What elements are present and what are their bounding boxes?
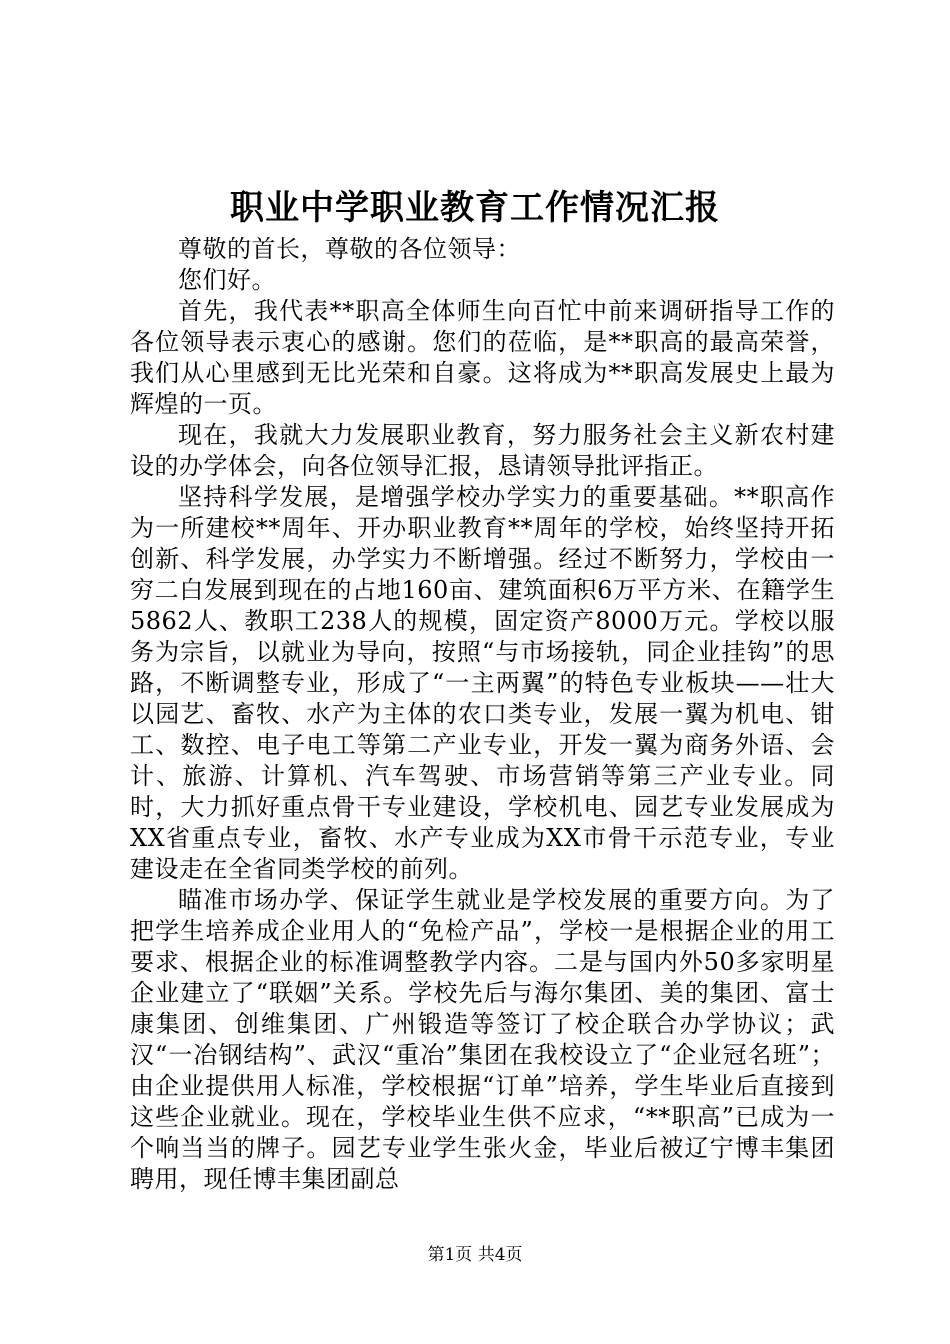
- body-paragraph: 瞄准市场办学、保证学生就业是学校发展的重要方向。为了把学生培养成企业用人的“免检产品”，学校一是根据企业的用工要求、根据企业的标准调整教学内容。二是与国内外50多家明星企业建立了“联姻”关系。学校先后与海尔集团、美的集团、富士康集团、创维集团、广州锻造等签订了校企联合办学协议；武汉“一冶钢结构”、武汉“重冶”集团在我校设立了“企业冠名班”；由企业提供用人标准，学校根据“订单”培养，学生毕业后直接到这些企业就业。现在，学校毕业生供不应求，“**职高”已成为一个响当当的牌子。园艺专业学生张火金，毕业后被辽宁博丰集团聘用，现任博丰集团副总: [130, 886, 835, 1193]
- salutation-paragraph: 尊敬的首长，尊敬的各位领导：: [178, 235, 521, 263]
- body-paragraph: 现在，我就大力发展职业教育，努力服务社会主义新农村建设的办学体会，向各位领导汇报，恳请领导批评指正。: [130, 421, 835, 480]
- body-paragraph: 首先，我代表**职高全体师生向百忙中前来调研指导工作的各位领导表示衷心的感谢。您们的莅临，是**职高的最高荣誉，我们从心里感到无比光荣和自豪。这将成为**职高发展史上最为辉煌的一页。: [130, 297, 835, 418]
- document-body: [130, 234, 835, 1195]
- greeting-paragraph: 您们好。: [178, 266, 276, 294]
- page-footer: 第1页 共4页: [427, 1245, 523, 1265]
- document-title: 职业中学职业教育工作情况汇报: [230, 188, 720, 228]
- body-paragraph: 坚持科学发展，是增强学校办学实力的重要基础。**职高作为一所建校**周年、开办职业教育**周年的学校，始终坚持开拓创新、科学发展，办学实力不断增强。经过不断努力，学校由一穷二白发展到现在的占地160亩、建筑面积6万平方米、在籍学生5862人、教职工238人的规模，固定资产8000万元。学校以服务为宗旨，以就业为导向，按照“与市场接轨，同企业挂钩”的思路，不断调整专业，形成了“一主两翼”的特色专业板块——壮大以园艺、畜牧、水产为主体的农口类专业，发展一翼为机电、钳工、数控、电子电工等第二产业专业，开发一翼为商务外语、会计、旅游、计算机、汽车驾驶、市场营销等第三产业专业。同时，大力抓好重点骨干专业建设，学校机电、园艺专业发展成为XX省重点专业，畜牧、水产专业成为XX市骨干示范专业，专业建设走在全省同类学校的前列。: [130, 483, 835, 883]
